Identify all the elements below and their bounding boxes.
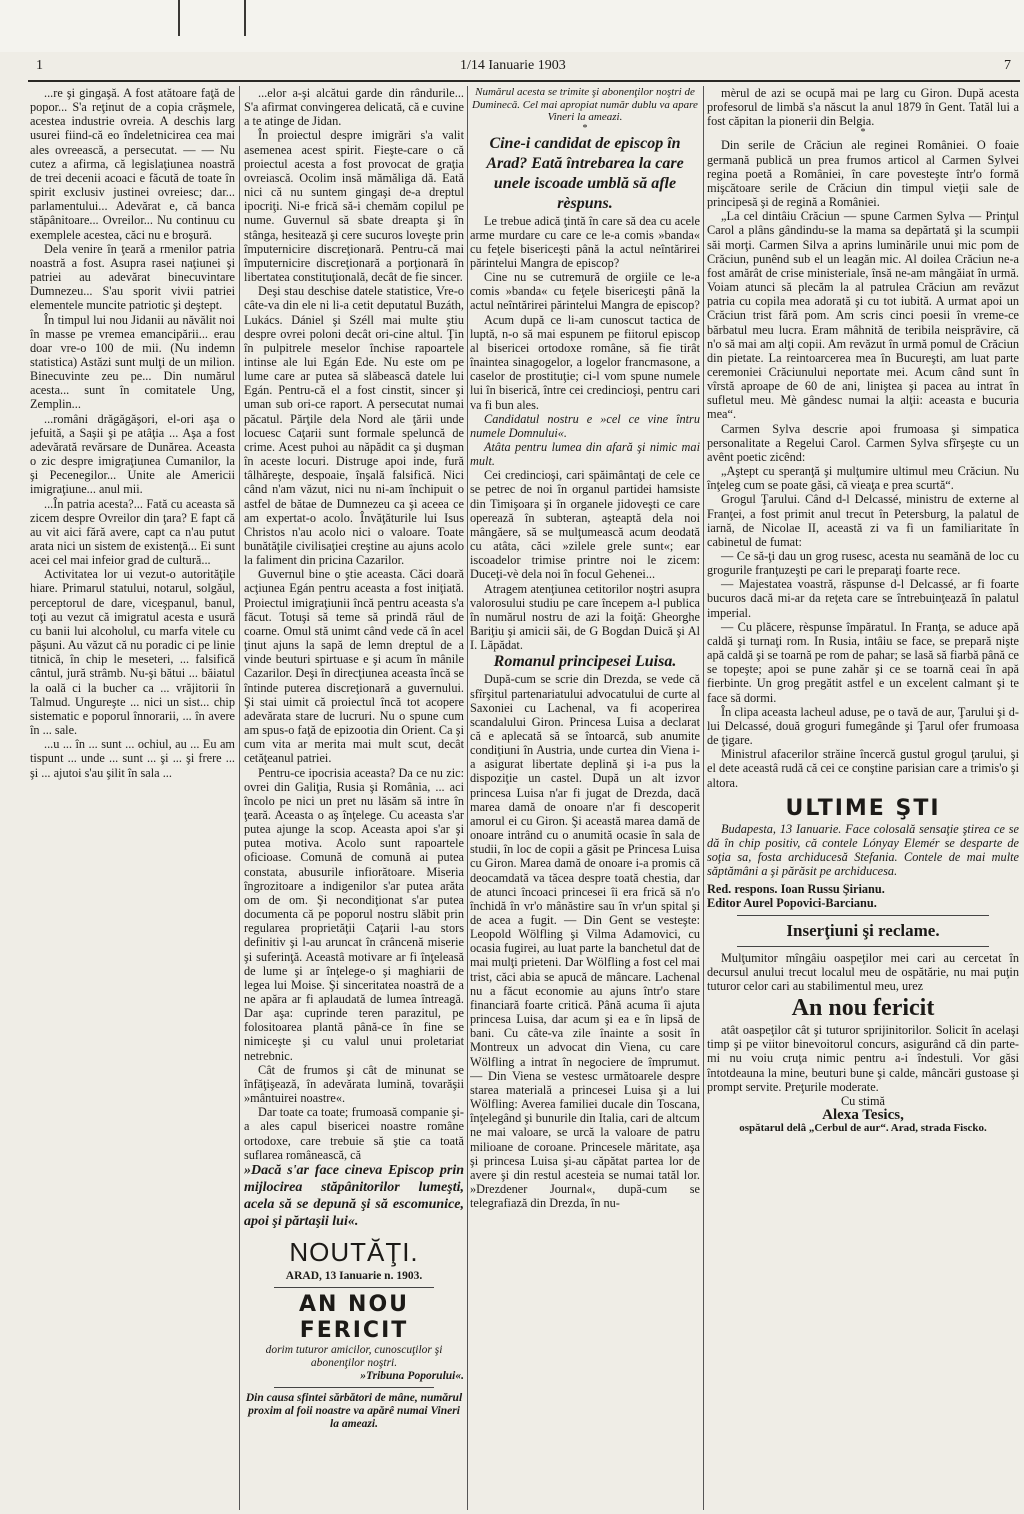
headline-candidat: Cine-i candidat de episcop în Arad? Eată întrebarea la care unele iscoade umblă să afle rèspuns. xyxy=(486,134,684,212)
paragraph: Budapesta, 13 Ianuarie. Face colosală sensaţie ştirea ce se dă în chip positiv, că contele Lónyay Elemér se desparte de soţia sa, fosta archiducesă Stefania. Contele de mai multe săptămâni a şi părăsit pe archiducesa. xyxy=(707,821,1019,879)
paragraph: Cei credincioşi, cari spăimântaţi de cele ce se petrec de noi în organul partidei hamsiste din Timişoara şi în organele jidoveşti ce care operează în subteran, aşteaptă dela noi mângăere, să se mulţumească acum deodată cu atâta, căci »zilele grele sunt«; ear iscoadelor trimise printre noi le zicem: Duceţi-vè dela noi în focul Gehenei... xyxy=(470,468,700,582)
paragraph: mèrul de azi se ocupă mai pe larg cu Giron. După acesta profesorul de limbă s'a născut la anul 1879 în Gent. Tatăl lui a fost căpitan la pionerii din Belgia. xyxy=(707,86,1019,129)
ad-text: atât oaspeţilor cât şi tuturor sprijinitorilor. Solicit în acelaşi timp şi pe viitor binevoitorul concurs, asigurând că din parte-mi nu voiu cruţa nimic pentru a-i îndestuli. Vor găsi întotdeauna la mine, beuturi bune şi calde, mâncări gustoase şi prompt servite. Preţurile moderate. xyxy=(707,1023,1019,1094)
paragraph: În timpul lui nou Jidanii au năvălit noi în masse pe vremea emancipării... erau doar vre-o 100 de mii. (Nu indemn statistica) Astăzi sunt mulţi de un milion. Binecuvinte zeu pe... Din numărul acesta... sunt în comitatele Ung, Zemplin... xyxy=(30,312,235,412)
column-divider xyxy=(239,86,240,1510)
column-2 xyxy=(244,86,464,1510)
paragraph: Le trebue adică ţintă în care să dea cu acele arme murdare cu care ce le-a comis »banda« cu feţele bisericeşti până la actul neîntărirei părintelui Mangra de episcop? xyxy=(470,213,700,270)
separator-star: * xyxy=(860,127,866,139)
column-4 xyxy=(707,86,1019,1510)
paragraph: În proiectul despre imigrări s'a valit asemenea acest spirit. Fieşte-care o că proiectul acesta a fost provocat de graţia ovreiască. Ocolim insă mămăliga dă. Eată nici că nu suntem gingaşi de-a dreptul ipocriţi. Ni-e frică să-i chemăm copilul pe nume. Guvernul să sbate dreapta şi în stânga, hesitează şi cere sucuros loveşte prin împuternicire discreţionară. Pentru-că mai împuternicire discreţionară a porţionară în libertatea constituţională, decât de fie sincer. xyxy=(244,128,464,285)
paragraph: — Majestatea voastră, răspunse d-l Delcassé, ar fi foarte bucuros dacă mi-ar da reţeta care se întrebuinţează în palatul imperial. xyxy=(707,577,1019,620)
paragraph: În clipa aceasta lacheul aduse, pe o tavă de aur, Ţarului şi d-lui Delcassé, două groguri fumegânde şi Ţarul ofer frumoasa de ţigare. xyxy=(707,704,1019,748)
headline-luisa: Romanul principesei Luisa. xyxy=(493,653,677,671)
paragraph: „La cel dintâiu Crăciun — spune Carmen Sylva — Prinţul Carol a plâns gândindu-se la mama sa depărtată şi la scumpii săi morţi. Carmen Silva a aprins luminările unui mic pom de Crăciun, punênd sub el un leagăn mic. Al doilea Crăciun ne-a fost amărât de crise ministeriale, însă ne-am mângăiat în urmă. Voiam atunci să plecăm la al patrulea Crăciun am revăzut patria cu copila mea adorată şi cu tot iubită. A urmat apoi un Crăciun trist fără pom. Am scris cinci poesii în vreme-ce bărbatul meu lucra. Eram mâhnită de teribila neisprăvire, că n'o să mai am alţi copii. Am revăzut în urmă pomul de Crăciun din pietate. La reintoarcerea mea în Bucureşti, am luat parte ceremoniei Crăciunului neportate mei. Acum când sunt în vîrstă aproape de 60 de ani, liniştea şi pacea au intrat în sufletul meu. Mè gândesc numai la alţii: aceasta e bucuria mea“. xyxy=(707,209,1019,422)
ads-header: Inserţiuni şi reclame. xyxy=(786,920,940,940)
paragraph: Cine nu se cutremură de orgiile ce le-a comis »banda« cu feţele bisericeşti până la actul neîntărirei părintelui Mangra de episcop? xyxy=(470,270,700,313)
paragraph: Carmen Sylva descrie apoi frumoasa şi simpatica personalitate a Regelui Carol. Carmen Sylva sfîrşeşte cu un avênt poetic zicênd: xyxy=(707,421,1019,464)
paragraph: Dar toate ca toate; frumoasă companie şi-a ales capul bisericei noastre române ortodoxe, care trebuie să ştie ca toată suflarea românească, că xyxy=(244,1105,464,1162)
paragraph: Atragem atenţiunea cetitorilor noştri asupra valorosului studiu pe care începem a-l publica în numărul nostru de azi la foiţă: Gheorghe Bariţiu şi amicii săi, de G Bogdan Duică şi Al I. Lăpădat. xyxy=(470,581,700,653)
ad-big-text: An nou fericit xyxy=(791,995,935,1022)
paragraph: Deşi stau deschise datele statistice, Vre-o câte-va din ele ni li-a cetit deputatul Buzáth, Lukács. Dániel şi Széll mai multe ştiu despre ovrei poloni decât ori-cine altul. Ţin în pulpitrele meselor închise rapoartele intinse ale lui Egán Ede. Nu este om pe lume care ar putea să slăbească datele lui Egán. Pentru-că el a fost cinstit, sincer şi uman sub ori-ce raport. A persecutat numai păcatul. Părţile dela Nord ale ţării unde locuesc Caţarii sunt formale speluncă de crime. Acest puhoi au năpădit ca şi duşman în aceste locuri. Distruge apoi inde, fură tâlhăreşte, despoaie, înşală falsifică. Nici când n'am văzut, nici nu ni-am închipuit o astfel de bătae de Dumnezeu ca şi aceea ce am expertat-o acolo. Învăţăturile lui Isus Christos n'au acolo nici o valoare. Toate bunătăţile civilisaţiei creştine au ajuns acolo la faliment din pricina Cazarilor. xyxy=(244,284,464,568)
paragraph: ...u ... în ... sunt ... ochiul, au ... Eu am tispunt ... unde ... sunt ... şi ... şi frere ... şi ... ajutoi s'au şilit în sala ... xyxy=(30,737,235,780)
scan-mark xyxy=(244,0,246,36)
divider xyxy=(737,946,989,947)
staff-line: Editor Aurel Popovici-Barcianu. xyxy=(707,896,877,911)
ad-sign-address: ospătarul delâ „Cerbul de aur“. Arad, strada Fiscko. xyxy=(739,1122,987,1135)
ad-text: Mulţumitor mîngâiu oaspeţilor mei cari au cercetat în decursul anului trecut localul meu de ospătărie, nu mai puţin tuturor celor cari au stabilimentul meu, urez xyxy=(707,950,1019,993)
paragraph: Dela venire în ţeară a rmenilor patria noastră a fost. Asupra rasei naţiunei şi patriei au adevărat binecuvintare Dumnezeu... S'au sporit vivii patriei elementele muncite patriotic şi deştept. xyxy=(30,241,235,313)
paragraph: Atâta pentru lumea din afară şi nimic mai mult. xyxy=(470,440,700,469)
paragraph: După-cum se scrie din Drezda, se vede că sfîrşitul partenariatului advocatului de curte al Saxoniei cu Lachenal, va fi acoperirea scandalului Giron. Princesa Luisa a declarat că e aplecată să se întoarcă, sub anumite condiţiuni în Austria, unde curtea din Viena i-a asigurat libertate deplină şi i-a pus la dispoziţie un castel. După un alt izvor princesa Luisa n'ar fi jugat de Drezda, dacă marea damă de onoare n'ar fi descoperit amorul ei cu Giron. Şi această marea damă de onoare intrând cu o anumită ocasie în sala de studii, în loc de copii a găsit pe Princesa Luisa cu Giron. Marea damă de onoare i-a promis că deocamdată va tăcea despre toată chestia, dar de atunci încoaci princesei îi era frică să n'o închidă în vr'o mânăstire sau în vr'un spital şi de acea a fugit. — Din Gent se vesteşte: Leopold Wölfling şi Vilma Adamovici, cu ocasia fugirei, au luat parte la banchetul dat de mai mulţi prieteni. Dar Wölfling a fost cel mai trist, căci abia se apucă de mâncare. Lachenal nu a făcut economie au ajuns într'o stare financiară foarte critică. Până acuma îi ajuta princesa Luisa, dar acum şi ea e în lipsă de bani. Cu câte-va zile înainte a sosit în Montreux un advocat din Viena, cu care Wölfling a intrat în negociere de împrumut. — Din Viena se vestesc următoarele despre starea materială a princesei Luisa şi a lui Wölfling: Averea familiei ducale din Toscana, înţelegând şi bunurile din Italia, cari de altcum ne mai valoare, se urcă la valoare de patru milioane de coroane. Princesele măritate, aşa şi princesa Luisa şi-au căpătat partea lor de avere şi din restul acesteia se numai tatăl lor. »Drezdener Journal«, după-cum se telegrafiază din Drezda, în nu- xyxy=(470,672,700,1211)
quote: »Dacă s'ar face cineva Episcop prin mijlocirea stăpânitorilor lumeşti, acela să se depună şi să escomunice, apoi şi părtaşii lui«. xyxy=(244,1162,464,1229)
paragraph: Cât de frumos şi cât de minunat se înfăţişează, în adevărata lumină, tovarăşii »mântuirei noastre«. xyxy=(244,1062,464,1106)
notice: Din causa sfintei sărbători de mâne, numărul proxim al foii noastre va apărê numai Vineri la ameazi. xyxy=(245,1391,463,1430)
divider xyxy=(737,915,989,916)
notice-abonenti: Numărul acesta se trimite şi abonenţilor noştri de Duminecă. Cel mai apropiat număr dublu va apare Vineri la ameazi. xyxy=(472,86,698,123)
an-nou-title: AN NOU FERICIT xyxy=(298,1291,410,1343)
divider xyxy=(274,1387,434,1388)
section-title-noutati: NOUTĂŢI. xyxy=(289,1236,419,1267)
paragraph: „Aştept cu speranţă şi mulţumire ultimul meu Crăciun. Nu înţeleg cum se poate găsi, că vieaţa e prea scurtă“. xyxy=(707,464,1019,493)
section-title-ultime: ULTIME ŞTI xyxy=(785,795,941,821)
an-nou-body: dorim tuturor amicilor, cunoscuţilor şi abonenţilor noştri. xyxy=(265,1343,443,1369)
paragraph: — Ce să-ţi dau un grog rusesc, acesta nu seamănă de loc cu grogurile franţuzeşti pe cari le preparaţi foarte rece. xyxy=(707,549,1019,578)
paragraph: ...elor a-şi alcătui garde din rândurile... S'a afirmat convingerea delicată, că e cuvine a te atinge de Jidan. xyxy=(244,86,464,129)
paragraph: — Cu plăcere, rèspunse împăratul. In Franţa, se aduce apă caldă şi turnaţi rom. In Rusia, intâiu se face, se prepară nişte apă caldă şi se toarnă pe rom de pahar; se lasă să fiarbă până ce se topeşte; apoi se pune zahăr şi ce se toarnă ceai în apă fierbinte. Un grog pregătit astfel e un excelent calmant şi te face să dormi. xyxy=(707,619,1019,705)
scan-mark xyxy=(178,0,180,36)
paragraph: Candidatul nostru e »cel ce vine întru numele Domnului«. xyxy=(470,411,700,440)
page-header-date: 1/14 Ianuarie 1903 xyxy=(460,58,566,73)
paragraph: Activitatea lor ui vezut-o autorităţile hiare. Primarul statului, notarul, solgăul, perceptorul de dare, viceşpanul, banul, toţi au vezut că imigratul acesta e usură cu banii lui alcoholul, cu marfa vitele cu păşuni. Au văzut că nu poradic ci pe linie titnică, în chip le meseteri, ... falsifică cântul, jură strâmb. Nu-şi bătui ... băiatul la oală ci la bucher ca ... vrăjitorii în Talmud. Ungureşte ... nici un sist... chip sistematic e poporul înnorarii, ... în avere în ... sale. xyxy=(30,567,235,738)
column-3 xyxy=(470,86,700,1510)
paragraph: Din serile de Crăciun ale reginei României. O foaie germană publică un prea frumos articol al Carmen Sylvei regina poetă a României, în care povesteşte într'o formă mişcătoare serile de Crăciun din timpul vieţii sale de principesă şi de regină a României. xyxy=(707,138,1019,210)
dateline: ARAD, 13 Ianuarie n. 1903. xyxy=(285,1269,423,1282)
paragraph: ...re şi gingaşă. A fost atătoare faţă de popor... S'a reţinut de a copia crăşmele, acestea industrie ovreia. A deschis larg usurei fiind-că eo îndeletnicirea cea mai ales ovreească, a persecutat. — — Nu cutez a afirma, că legislaţiunea noastră de trei decenii acoaci e făcută de toate în spirit exclusiv justinei ovreiesc; dar... parlamentului... Adevărat e, că banca stăpânitoare... Ovreilor... Nu continuu cu exemplele acestea, căci nu e broşură. xyxy=(30,86,235,242)
column-divider xyxy=(467,86,468,1510)
staff-line: Red. respons. Ioan Russu Şirianu. xyxy=(707,882,885,897)
paragraph: Pentru-ce ipocrisia aceasta? Da ce nu zic: ovrei din Galiţia, Rusia şi România, ... aci încolo pe nici un pret nu lăsăm să intre în ţeară. Aceasta o aş înţelege. Cu aceasta s'ar putea ajunge la scop. Aceasta apoi s'ar şi putea motiva. Acolo sunt rapoartele oficioase. Comună de comună ai putea constata, abusurile infiorătoare. Miseria îngrozitoare a indigenilor s'ar putea arăta om de om. Şi necondiţionat s'ar putea documenta că pe poporul nostru slăbit prin regularea proprietăţii Caţarii l-au stors definitiv şi l-au aruncat în crâncenă miserie şi suferinţă. Aceastâ motivare ar fi înţeleasă de lume şi ar înţelege-o şi maghiarii de legea lui Moise. Şi sinceritatea noastră de a ne apăra ar fi aplaudată de lumea întreagă. Dar aşa: cuprinde teren parazitul, pe folositoarea plantă până-ce în fine se nimiceşte şi cu valul unui proletariat netrebnic. xyxy=(244,765,464,1063)
paragraph: Guvernul bine o ştie aceasta. Căci doară acţiunea Egán pentru aceasta a fost iniţiată. Proiectul imigraţiunii încă pentru aceasta s'a făcut. Totuşi să teme să prindă răul de coarne. Omul stă unimt când vede că în acel ţinut ajuns la sapă de lemn dreptul de a vinde beuturi spirtuase e şi acum în mânile Cazarilor. Deşi în direcţiunea aceasta încă se întinde puterea discreţionară a guvernului. Şi stai uimit că proiectul încă tot acopere adevărata stare de lucruri. Nu o spune cum am spus-o faţă de epizootia din Orient. Ca şi cum vita ar merita mai mult scut, decât cetăţeanul patriei. xyxy=(244,567,464,766)
divider xyxy=(274,1287,434,1288)
page-header xyxy=(0,58,1024,78)
paragraph: Ministrul afacerilor străine încercă gustul grogul ţarului, şi el dete aceastâ rudă că cei ce conştine parisian care a trimis'o şi altora. xyxy=(707,747,1019,790)
page-header-left: 1 xyxy=(36,58,43,73)
ad-sign-name: Alexa Tesics, xyxy=(822,1107,904,1123)
column-divider xyxy=(703,86,704,1510)
paragraph: ...În patria acesta?... Fată cu aceasta să zicem despre Ovreilor din ţara? E fapt că au vit aici fără avere, capt ca n'au putut arata nici un sistem de existenţă... Ei sunt acei cel mai infeior grad de cultură... xyxy=(30,496,235,568)
paragraph: Acum după ce li-am cunoscut tactica de luptă, n-o să mai espunem pe fiitorul episcop al bisericei ortodoxe române, să fie tirât înaintea sinagogelor, a logelor francmasone, a caselor de prostituţie; ci-l vom spune numele lui în biserică, între cei credincioşi, pentru cari va fi bun ales. xyxy=(470,312,700,412)
paragraph: ...români drăgăgăşori, el-ori aşa o jefuită, a Saşii şi pe atâţia ... Aşa a fost adevărată revărsare de Dunărea. Aceasta o zic despre imigraţiunea Cumanilor, la şi Pecenegilor... Unite ale Americii imigraţiune... anul mii. xyxy=(30,411,235,497)
column-1 xyxy=(30,86,235,1510)
ad-sign-label: Cu stimă xyxy=(840,1093,886,1108)
page-header-number: 7 xyxy=(1004,58,1011,73)
scan-top-strip xyxy=(0,0,1024,52)
signature: »Tribuna Poporului«. xyxy=(360,1369,464,1382)
paragraph: Grogul Ţarului. Când d-l Delcassé, ministru de externe al Franţei, a fost primit anul trecut în Petersburg, la palatul de iarnă, de Nicolae II, această zi va fi un familiaritate în cabinetul de fumat: xyxy=(707,492,1019,549)
header-rule xyxy=(28,80,1020,82)
separator-star: * xyxy=(582,122,588,134)
